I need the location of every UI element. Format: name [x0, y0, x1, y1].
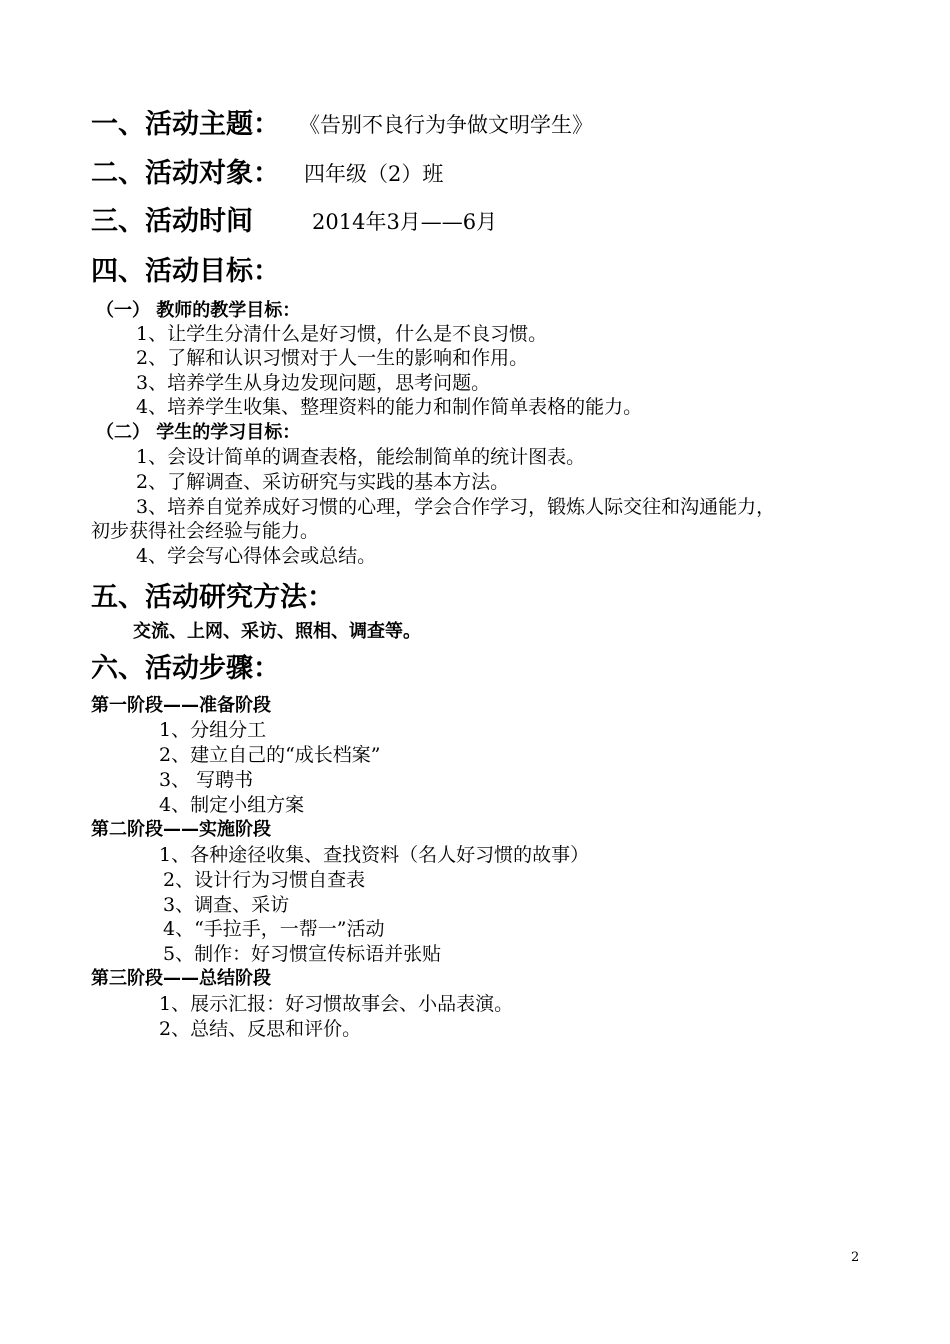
stage-title: 第三阶段——总结阶段: [91, 968, 271, 989]
list-item: 1、分组分工: [159, 719, 267, 741]
list-item: 2、了解和认识习惯对于人一生的影响和作用。: [136, 347, 529, 369]
section-heading-label: 二、活动对象：: [91, 158, 280, 189]
list-item: 1、展示汇报：好习惯故事会、小品表演。: [159, 993, 514, 1015]
section-heading-target: [91, 158, 444, 189]
teacher-goals-title: （一） 教师的教学目标：: [96, 300, 301, 321]
methods-text: 交流、上网、采访、照相、调查等。: [133, 621, 421, 642]
list-item: 3、 写聘书: [159, 769, 254, 791]
list-item: 3、培养学生从身边发现问题，思考问题。: [136, 372, 491, 394]
section-heading-time: [91, 206, 498, 237]
stage-title: 第一阶段——准备阶段: [91, 695, 271, 716]
time-value: 2014年3月——6月: [312, 210, 498, 234]
list-item: 4、“手拉手，一帮一”活动: [163, 918, 385, 940]
section-heading-steps: 六、活动步骤：: [91, 653, 280, 684]
list-item: 4、培养学生收集、整理资料的能力和制作简单表格的能力。: [136, 396, 643, 418]
list-item: 2、建立自己的“成长档案”: [159, 744, 381, 766]
section-heading-methods: 五、活动研究方法：: [91, 582, 334, 613]
list-item-continuation: 初步获得社会经验与能力。: [91, 520, 320, 542]
list-item: 5、制作：好习惯宣传标语并张贴: [163, 943, 442, 965]
page-number: 2: [851, 1250, 860, 1265]
list-item: 4、制定小组方案: [159, 794, 305, 816]
list-item: 2、设计行为习惯自查表: [163, 869, 366, 891]
section-heading-theme: [91, 109, 593, 140]
list-item: 3、调查、采访: [163, 894, 290, 916]
target-value: 四年级（2）班: [304, 162, 444, 186]
list-item: 4、学会写心得体会或总结。: [136, 545, 377, 567]
list-item: 2、了解调查、采访研究与实践的基本方法。: [136, 471, 510, 493]
list-item: 1、让学生分清什么是好习惯，什么是不良习惯。: [136, 323, 548, 345]
list-item: 3、培养自觉养成好习惯的心理，学会合作学习，锻炼人际交往和沟通能力，: [136, 496, 776, 518]
student-goals-title: （二） 学生的学习目标：: [96, 422, 301, 443]
list-item: 1、各种途径收集、查找资料（名人好习惯的故事）: [159, 844, 590, 866]
section-heading-label: 三、活动时间: [91, 206, 253, 237]
theme-value: 《告别不良行为争做文明学生》: [299, 113, 593, 137]
stage-title: 第二阶段——实施阶段: [91, 819, 271, 840]
section-heading-goals: 四、活动目标：: [91, 256, 280, 287]
section-heading-label: 一、活动主题：: [91, 109, 280, 140]
list-item: 2、总结、反思和评价。: [159, 1018, 362, 1040]
list-item: 1、会设计简单的调查表格，能绘制简单的统计图表。: [136, 446, 586, 468]
